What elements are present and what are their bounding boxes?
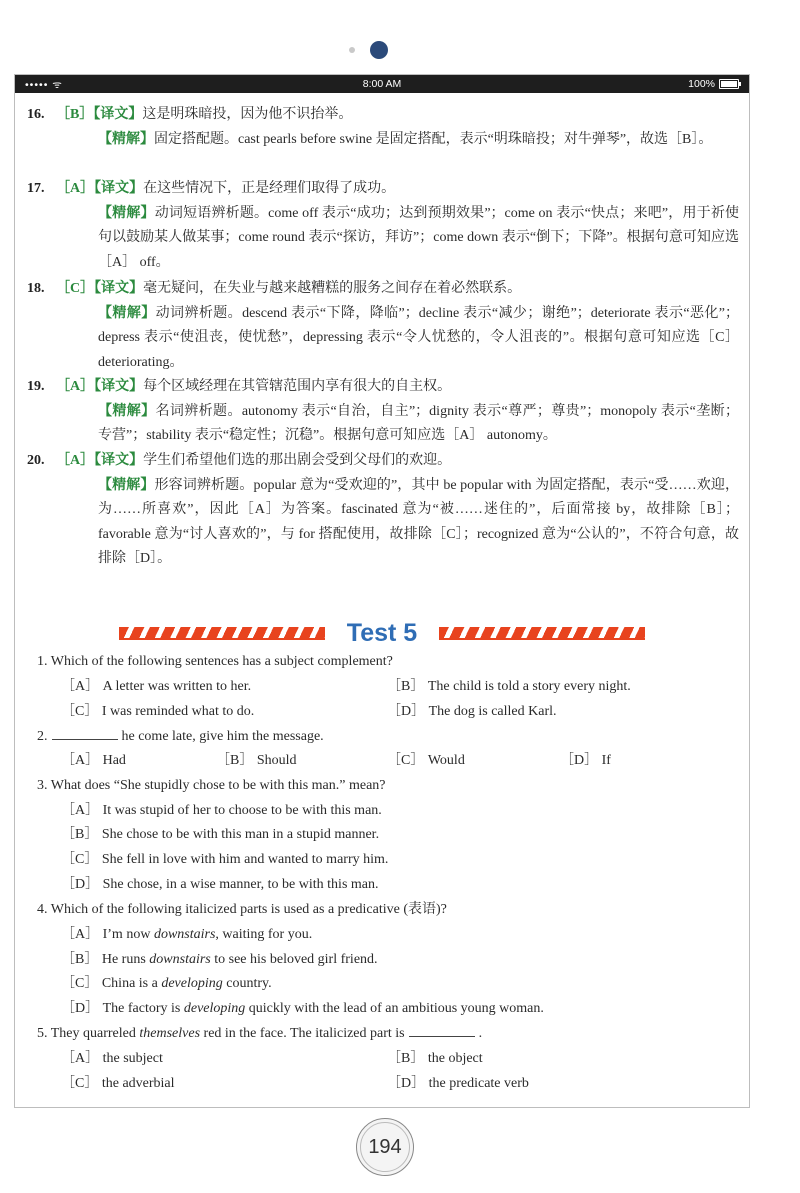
translation-label: 【译文】 xyxy=(94,281,144,296)
question-4: 4. Which of the following italicized parts is used as a predicative (表语)? xyxy=(37,902,447,917)
question-2 xyxy=(37,727,324,747)
signal-icon: ••••• ᯤ xyxy=(25,79,63,91)
option-3b: ［B］ She chose to be with this man in a stupid manner. xyxy=(61,827,380,842)
option-4b-post: to see his beloved girl friend. xyxy=(214,952,378,967)
explanation-text: 动词短语辨析题。come off 表示“成功；达到预期效果”；come on 表示“快点；来吧”，用于祈使句以鼓励某人做某事；come round 表示“探访，拜访”；come down 表示“倒下；下降”。根据句意可知应选［A］ off。 xyxy=(98,205,740,270)
option-1b: ［B］ The child is told a story every night. xyxy=(387,679,631,694)
explanation-text: 形容词辨析题。popular 意为“受欢迎的”，其中 be popular with 为固定搭配，表示“受……欢迎，为……所喜欢”，因此［A］为答案。fascinated 意为“被……迷住的”，后面常接 by，故排除［B］；favorable 意为“讨人喜欢的”，与 for 搭配使用，故排除［C］；recognized 意为“公认的”，不符合句意，故排除［D］。 xyxy=(98,477,740,566)
translation-text: 学生们希望他们选的那出剧会受到父母们的欢迎。 xyxy=(143,453,452,468)
option-1a: ［A］ A letter was written to her. xyxy=(61,679,252,694)
translation-label: 【译文】 xyxy=(94,181,144,196)
answer-key: ［A］ xyxy=(56,181,95,196)
option-2d: ［D］ If xyxy=(560,753,611,768)
camera-indicator xyxy=(349,47,355,53)
option-2a: ［A］ Had xyxy=(61,753,126,768)
answer-blank xyxy=(52,727,118,740)
option-1c: ［C］ I was reminded what to do. xyxy=(61,704,255,719)
answer-20 xyxy=(27,449,739,572)
answer-number: 17. xyxy=(27,181,45,196)
translation-label: 【译文】 xyxy=(93,107,143,122)
option-4c-post: country. xyxy=(226,976,272,991)
option-5d: ［D］ the predicate verb xyxy=(387,1076,529,1091)
option-4a-post: , waiting for you. xyxy=(215,927,313,942)
question-2-text: he come late, give him the message. xyxy=(121,729,324,744)
question-2-number: 2. xyxy=(37,729,48,744)
question-5-end: . xyxy=(478,1026,483,1041)
option-2b: ［B］ Should xyxy=(216,753,297,768)
status-time: 8:00 AM xyxy=(362,78,402,90)
answer-key: ［A］ xyxy=(56,379,95,394)
explanation-text: 固定搭配题。cast pearls before swine 是固定搭配，表示“明珠暗投；对牛弹琴”，故选［B］。 xyxy=(154,131,713,147)
answer-16 xyxy=(27,103,739,152)
question-5-pre: 5. They quarreled xyxy=(37,1026,136,1041)
translation-text: 在这些情况下，正是经理们取得了成功。 xyxy=(143,181,396,196)
answer-number: 18. xyxy=(27,281,45,296)
option-3a: ［A］ It was stupid of her to choose to be with this man. xyxy=(61,803,382,818)
option-4b xyxy=(61,950,378,970)
option-4c-pre: ［C］ China is a xyxy=(61,976,158,991)
translation-label: 【译文】 xyxy=(94,379,144,394)
decor-stripe-left xyxy=(119,627,325,640)
explanation-label: 【精解】 xyxy=(98,305,156,321)
option-4b-italic: downstairs xyxy=(149,952,211,967)
option-4a-pre: ［A］ I’m now xyxy=(61,927,151,942)
test-header xyxy=(15,615,749,651)
option-4a-italic: downstairs xyxy=(153,927,216,942)
camera-icon xyxy=(370,41,388,59)
answer-blank xyxy=(409,1024,475,1037)
page-number-text: 194 xyxy=(368,1135,402,1158)
decor-stripe-right xyxy=(439,627,645,640)
explanation-text: 动词辨析题。descend 表示“下降，降临”；decline 表示“减少；谢绝”；deteriorate 表示“恶化”；depress 表示“使沮丧，使忧愁”，depressing 表示“令人忧愁的，令人沮丧的”。根据句意可知应选［C］ deteriorating。 xyxy=(98,305,739,370)
question-5 xyxy=(37,1024,482,1044)
option-4a xyxy=(61,925,312,945)
option-5c: ［C］ the adverbial xyxy=(61,1076,175,1091)
question-1: 1. Which of the following sentences has a subject complement? xyxy=(37,654,393,669)
translation-text: 每个区域经理在其管辖范围内享有很大的自主权。 xyxy=(143,379,452,394)
explanation-label: 【精解】 xyxy=(98,205,155,221)
question-3: 3. What does “She stupidly chose to be with this man.” mean? xyxy=(37,778,386,793)
answer-key: ［C］ xyxy=(56,281,95,296)
option-3d: ［D］ She chose, in a wise manner, to be with this man. xyxy=(61,877,379,892)
option-4d xyxy=(61,999,544,1019)
option-3c: ［C］ She fell in love with him and wanted to marry him. xyxy=(61,852,389,867)
tablet-screen xyxy=(14,74,750,1108)
translation-text: 这是明珠暗投，因为他不识抬举。 xyxy=(142,107,353,122)
test-title: Test 5 xyxy=(346,618,418,647)
option-4c xyxy=(61,974,272,994)
page-number xyxy=(356,1118,414,1176)
option-4d-pre: ［D］ The factory is xyxy=(61,1001,181,1016)
explanation-text: 名词辨析题。autonomy 表示“自治，自主”；dignity 表示“尊严；尊贵”；monopoly 表示“垄断；专营”；stability 表示“稳定性；沉稳”。根据句意可知应选［A］ autonomy。 xyxy=(98,403,739,443)
explanation-label: 【精解】 xyxy=(98,477,155,493)
option-5b: ［B］ the object xyxy=(387,1051,483,1066)
question-5-post: red in the face. The italicized part is xyxy=(203,1026,405,1041)
battery-icon xyxy=(719,79,739,89)
explanation-label: 【精解】 xyxy=(98,131,154,147)
battery-status xyxy=(688,78,739,90)
answer-17 xyxy=(27,177,739,275)
option-4d-post: quickly with the lead of an ambitious young woman. xyxy=(248,1001,544,1016)
answer-key: ［A］ xyxy=(56,453,95,468)
option-5a: ［A］ the subject xyxy=(61,1051,163,1066)
battery-percent: 100% xyxy=(688,78,715,90)
answer-number: 16. xyxy=(27,107,45,122)
option-2c: ［C］ Would xyxy=(387,753,465,768)
question-5-italic: themselves xyxy=(139,1026,201,1041)
translation-text: 毫无疑问，在失业与越来越糟糕的服务之间存在着必然联系。 xyxy=(143,281,522,296)
option-4b-pre: ［B］ He runs xyxy=(61,952,146,967)
answer-19 xyxy=(27,375,739,449)
option-4d-italic: developing xyxy=(183,1001,246,1016)
status-bar xyxy=(15,75,749,93)
option-1d: ［D］ The dog is called Karl. xyxy=(387,704,557,719)
explanation-label: 【精解】 xyxy=(98,403,156,419)
option-4c-italic: developing xyxy=(161,976,223,991)
answer-key: ［B］ xyxy=(56,107,94,122)
answer-number: 19. xyxy=(27,379,45,394)
answer-18 xyxy=(27,277,739,375)
answer-number: 20. xyxy=(27,453,45,468)
translation-label: 【译文】 xyxy=(94,453,144,468)
